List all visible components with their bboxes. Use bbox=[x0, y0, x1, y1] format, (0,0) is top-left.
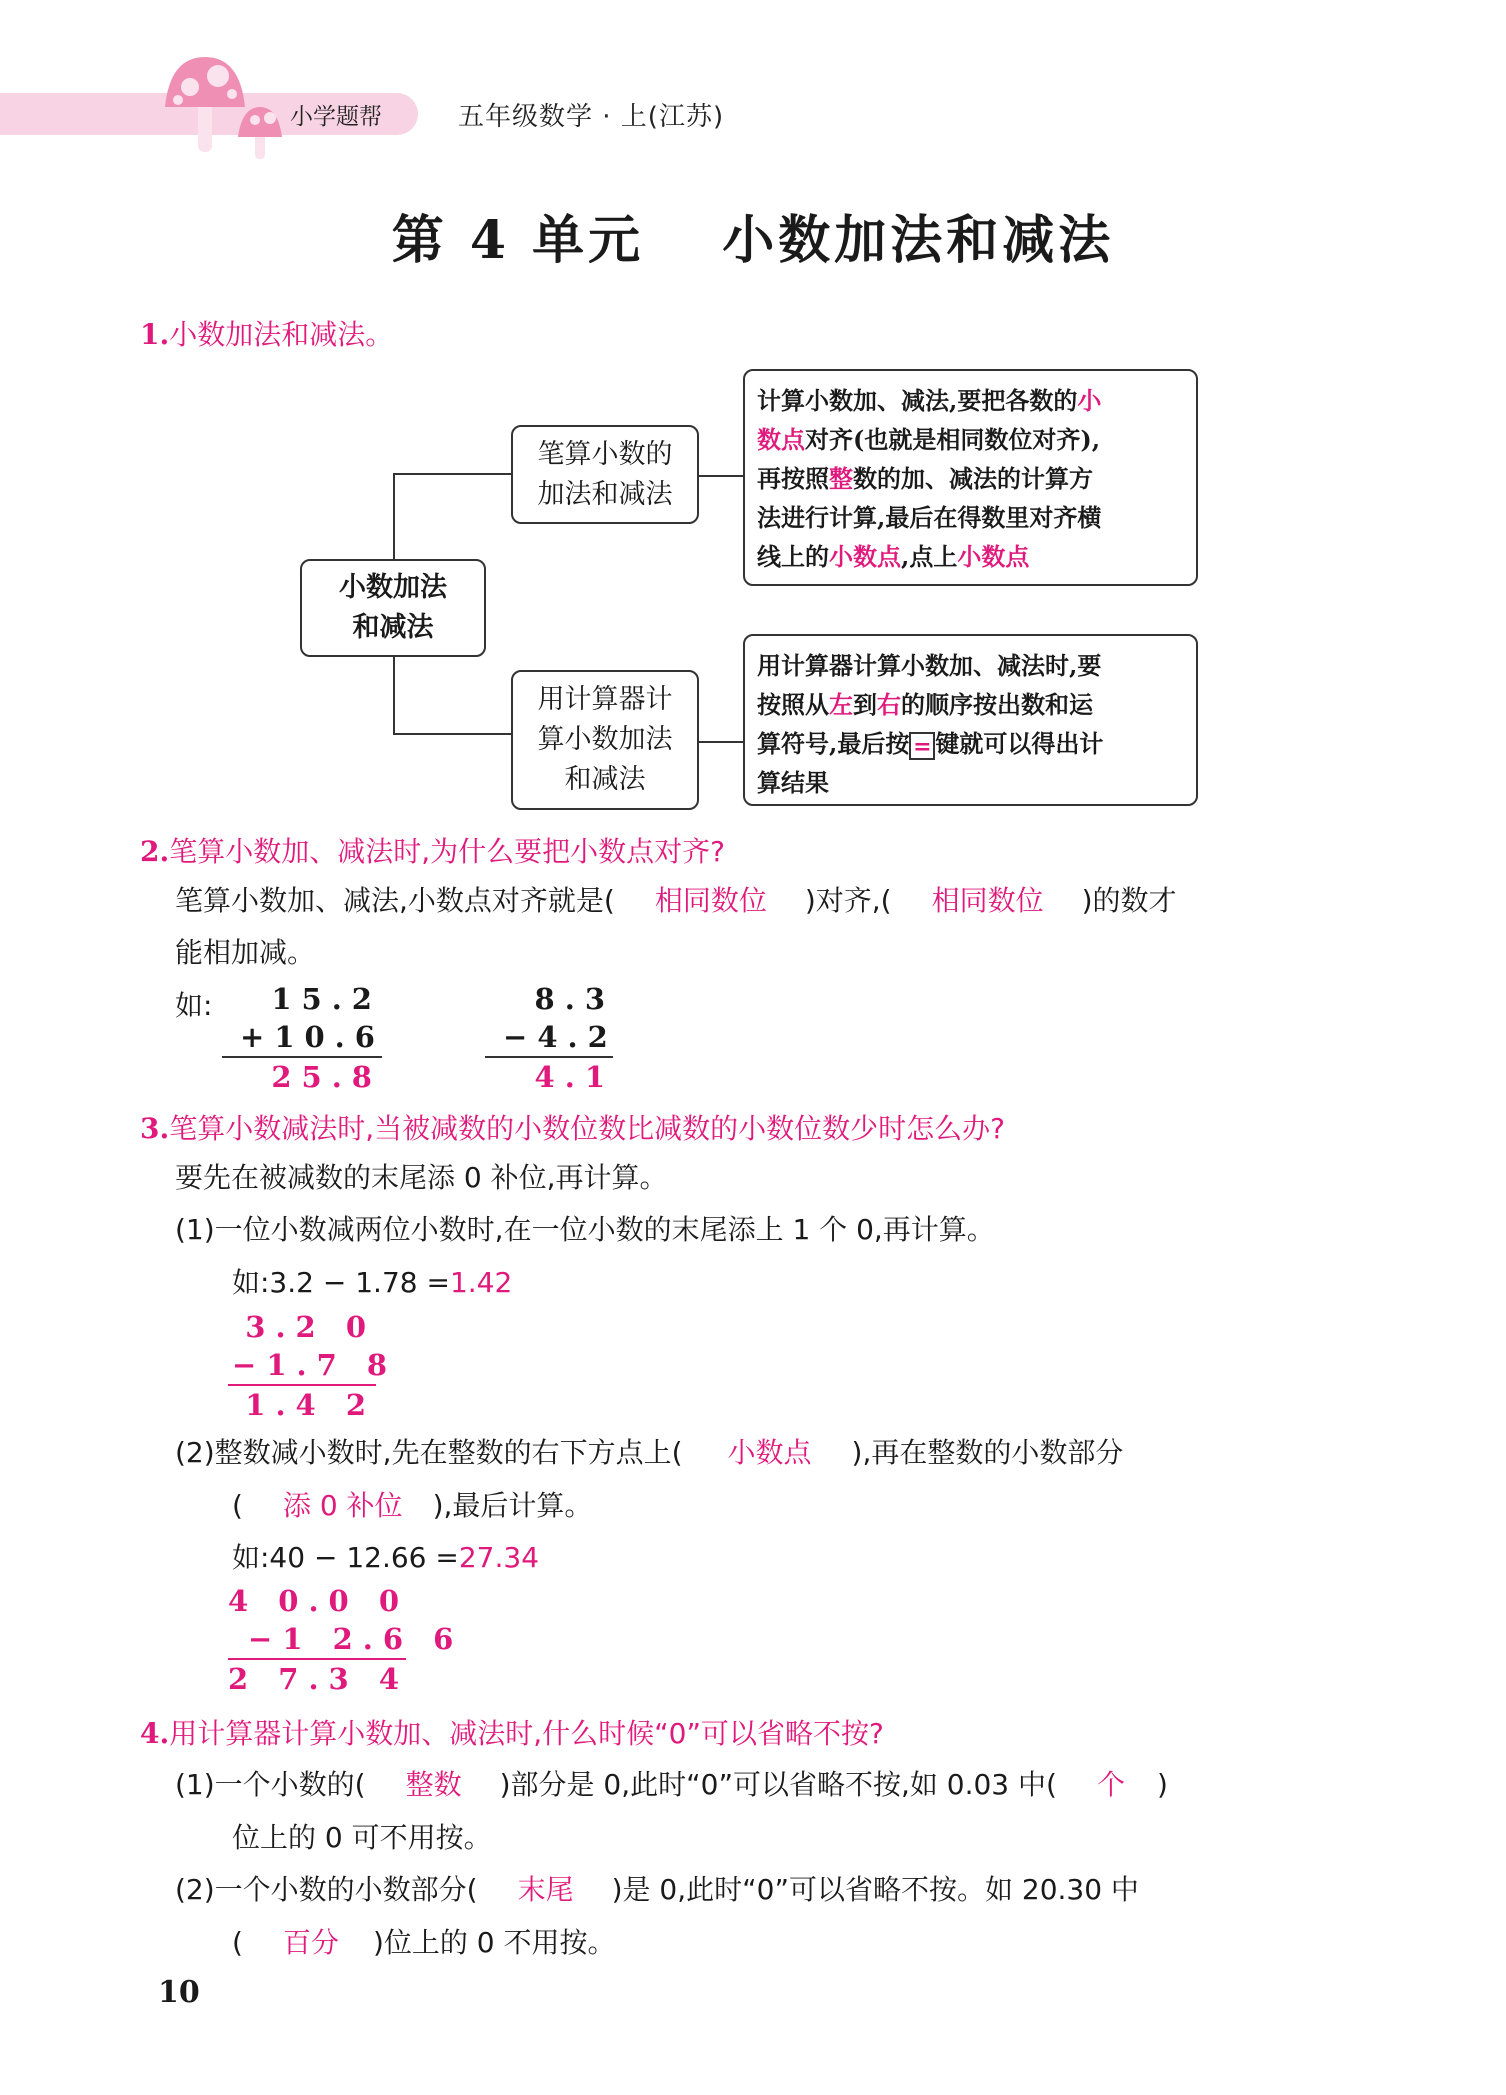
text: 算符号,最后按 bbox=[757, 729, 910, 758]
highlight-text: 右 bbox=[877, 690, 901, 719]
vertical-subtraction bbox=[228, 1308, 398, 1424]
detail-line bbox=[757, 763, 1184, 802]
text: )位上的 0 不用按。 bbox=[372, 1926, 616, 1959]
connector bbox=[393, 473, 395, 561]
text: 按照从 bbox=[757, 690, 829, 719]
branch-line: 笔算小数的 bbox=[537, 438, 673, 470]
q2-heading bbox=[140, 830, 725, 870]
text: (2)一个小数的小数部分( bbox=[175, 1873, 478, 1906]
q4-point1-line1 bbox=[175, 1759, 1168, 1811]
operand-bottom-row bbox=[228, 1346, 398, 1384]
highlight-text: 左 bbox=[829, 690, 853, 719]
operand-bottom-row bbox=[485, 1018, 618, 1056]
diagram-root bbox=[300, 559, 486, 657]
page-number: 10 bbox=[158, 1975, 200, 2010]
operator: − bbox=[503, 1020, 538, 1054]
branch-line: 和减法 bbox=[564, 764, 646, 795]
connector bbox=[393, 655, 395, 735]
answer-blank: 末尾 bbox=[517, 1873, 574, 1906]
operand-top: 15.2 bbox=[271, 982, 382, 1016]
q2-text: 笔算小数加、减法时,为什么要把小数点对齐? bbox=[169, 835, 725, 868]
answer-blank: 整数 bbox=[405, 1768, 462, 1801]
q4-point1-line2: 位上的 0 可不用按。 bbox=[232, 1821, 492, 1854]
answer-blank: 添 0 补位 bbox=[282, 1489, 403, 1522]
vertical-addition bbox=[222, 980, 385, 1096]
q3-point2-line1 bbox=[175, 1427, 1123, 1479]
root-line: 小数加法 bbox=[339, 572, 447, 603]
text: 数的加、减法的计算方 bbox=[853, 464, 1093, 493]
text: 再按照 bbox=[757, 464, 829, 493]
highlight-text: 数点 bbox=[757, 425, 805, 454]
example-label: 如: bbox=[175, 989, 213, 1022]
highlight-text: 小 bbox=[1077, 386, 1102, 415]
operand-bottom: 1.7 8 bbox=[266, 1348, 398, 1382]
root-line: 和减法 bbox=[352, 612, 434, 643]
q3-point2-line2 bbox=[232, 1480, 592, 1532]
vertical-subtraction bbox=[228, 1582, 464, 1698]
answer-blank: 百分 bbox=[282, 1926, 339, 1959]
q3-point1: (1)一位小数减两位小数时,在一位小数的末尾添上 1 个 0,再计算。 bbox=[175, 1213, 995, 1246]
operand-bottom-row bbox=[228, 1620, 464, 1658]
result: 1.4 2 bbox=[245, 1388, 376, 1422]
text: ( bbox=[232, 1926, 243, 1959]
detail-written-calc bbox=[743, 369, 1198, 586]
equals-key-icon: = bbox=[909, 732, 935, 760]
q3-text: 笔算小数减法时,当被减数的小数位数比减数的小数位数少时怎么办? bbox=[169, 1112, 1005, 1145]
q3-number: 3. bbox=[140, 1112, 170, 1145]
text: )的数才 bbox=[1081, 884, 1177, 917]
connector bbox=[393, 473, 511, 475]
answer-blank: 个 bbox=[1096, 1768, 1125, 1801]
operator: − bbox=[248, 1622, 283, 1656]
q2-answer-line1 bbox=[175, 875, 1177, 927]
text: )是 0,此时“0”可以省略不按。如 20.30 中 bbox=[611, 1873, 1139, 1906]
q3-example2 bbox=[232, 1532, 539, 1584]
text: 线上的 bbox=[757, 542, 829, 571]
book-title: 五年级数学 · 上(江苏) bbox=[458, 102, 725, 132]
text: ( bbox=[232, 1489, 243, 1522]
result: 4.1 bbox=[534, 1060, 615, 1094]
example-answer: 1.42 bbox=[449, 1266, 513, 1299]
branch-line: 算小数加法 bbox=[537, 724, 673, 755]
text: 算结果 bbox=[757, 768, 829, 797]
detail-line bbox=[757, 646, 1184, 685]
detail-line bbox=[757, 381, 1184, 420]
text: 对齐(也就是相同数位对齐), bbox=[805, 425, 1101, 454]
brand-name: 小学题帮 bbox=[290, 104, 382, 130]
highlight-text: 整 bbox=[829, 464, 853, 493]
q1-heading bbox=[140, 313, 393, 353]
text: (2)整数减小数时,先在整数的右下方点上( bbox=[175, 1436, 683, 1469]
detail-line bbox=[757, 420, 1184, 459]
text: ),再在整数的小数部分 bbox=[851, 1436, 1124, 1469]
detail-line bbox=[757, 724, 1184, 763]
q4-heading bbox=[140, 1712, 884, 1752]
text: (1)一个小数的( bbox=[175, 1768, 366, 1801]
connector bbox=[698, 475, 744, 477]
branch-line: 加法和减法 bbox=[537, 478, 673, 510]
operand-bottom: 10.6 bbox=[274, 1020, 385, 1054]
highlight-text: 小数点 bbox=[829, 542, 901, 571]
text: ,点上 bbox=[901, 542, 958, 571]
detail-calculator bbox=[743, 634, 1198, 806]
q1-number: 1. bbox=[140, 318, 170, 351]
detail-line bbox=[757, 498, 1184, 537]
connector bbox=[698, 741, 744, 743]
operand-top: 8.3 bbox=[534, 982, 615, 1016]
q4-point2-line2 bbox=[232, 1917, 616, 1969]
text: 如:40 − 12.66 = bbox=[232, 1541, 459, 1574]
operand-top: 3.2 0 bbox=[245, 1310, 376, 1344]
text: 如:3.2 − 1.78 = bbox=[232, 1266, 450, 1299]
q1-text: 小数加法和减法。 bbox=[169, 318, 394, 351]
text: 笔算小数加、减法,小数点对齐就是( bbox=[175, 884, 615, 917]
q4-point2-line1 bbox=[175, 1864, 1139, 1916]
answer-blank: 小数点 bbox=[727, 1436, 812, 1469]
result: 2 7.3 4 bbox=[228, 1662, 410, 1696]
text: )部分是 0,此时“0”可以省略不按,如 0.03 中( bbox=[499, 1768, 1057, 1801]
operand-bottom: 1 2.6 6 bbox=[282, 1622, 464, 1656]
q3-heading bbox=[140, 1107, 1005, 1147]
page-title: 第 4 单元 小数加法和减法 bbox=[391, 210, 1115, 271]
detail-line bbox=[757, 537, 1184, 576]
operand-top: 4 0.0 0 bbox=[228, 1584, 410, 1618]
q4-number: 4. bbox=[140, 1717, 170, 1750]
text: 用计算器计算小数加、减法时,要 bbox=[757, 651, 1102, 680]
q3-example1 bbox=[232, 1257, 512, 1309]
operator: − bbox=[232, 1348, 267, 1382]
operand-bottom-row bbox=[222, 1018, 385, 1056]
answer-blank: 相同数位 bbox=[931, 884, 1044, 917]
text: 的顺序按出数和运 bbox=[901, 690, 1093, 719]
text: 键就可以得出计 bbox=[935, 729, 1104, 758]
vertical-subtraction bbox=[485, 980, 618, 1096]
q4-text: 用计算器计算小数加、减法时,什么时候“0”可以省略不按? bbox=[169, 1717, 884, 1750]
operand-bottom: 4.2 bbox=[537, 1020, 618, 1054]
q2-number: 2. bbox=[140, 835, 170, 868]
operator: + bbox=[240, 1020, 275, 1054]
q2-answer-line2: 能相加减。 bbox=[175, 936, 316, 969]
highlight-text: 小数点 bbox=[957, 542, 1030, 571]
answer-blank: 相同数位 bbox=[654, 884, 767, 917]
connector bbox=[393, 733, 511, 735]
text: ) bbox=[1156, 1768, 1168, 1801]
branch-calculator bbox=[511, 670, 699, 810]
text: ),最后计算。 bbox=[432, 1489, 593, 1522]
mushroom-logo-icon bbox=[160, 52, 300, 162]
result: 25.8 bbox=[271, 1060, 382, 1094]
q3-answer: 要先在被减数的末尾添 0 补位,再计算。 bbox=[175, 1161, 668, 1194]
text: 到 bbox=[853, 690, 877, 719]
text: 计算小数加、减法,要把各数的 bbox=[757, 386, 1078, 415]
branch-line: 用计算器计 bbox=[537, 684, 673, 715]
branch-written-calc bbox=[511, 425, 699, 524]
text: 法进行计算,最后在得数里对齐横 bbox=[757, 503, 1102, 532]
text: )对齐,( bbox=[804, 884, 892, 917]
detail-line bbox=[757, 459, 1184, 498]
example-answer: 27.34 bbox=[458, 1541, 540, 1574]
detail-line bbox=[757, 685, 1184, 724]
